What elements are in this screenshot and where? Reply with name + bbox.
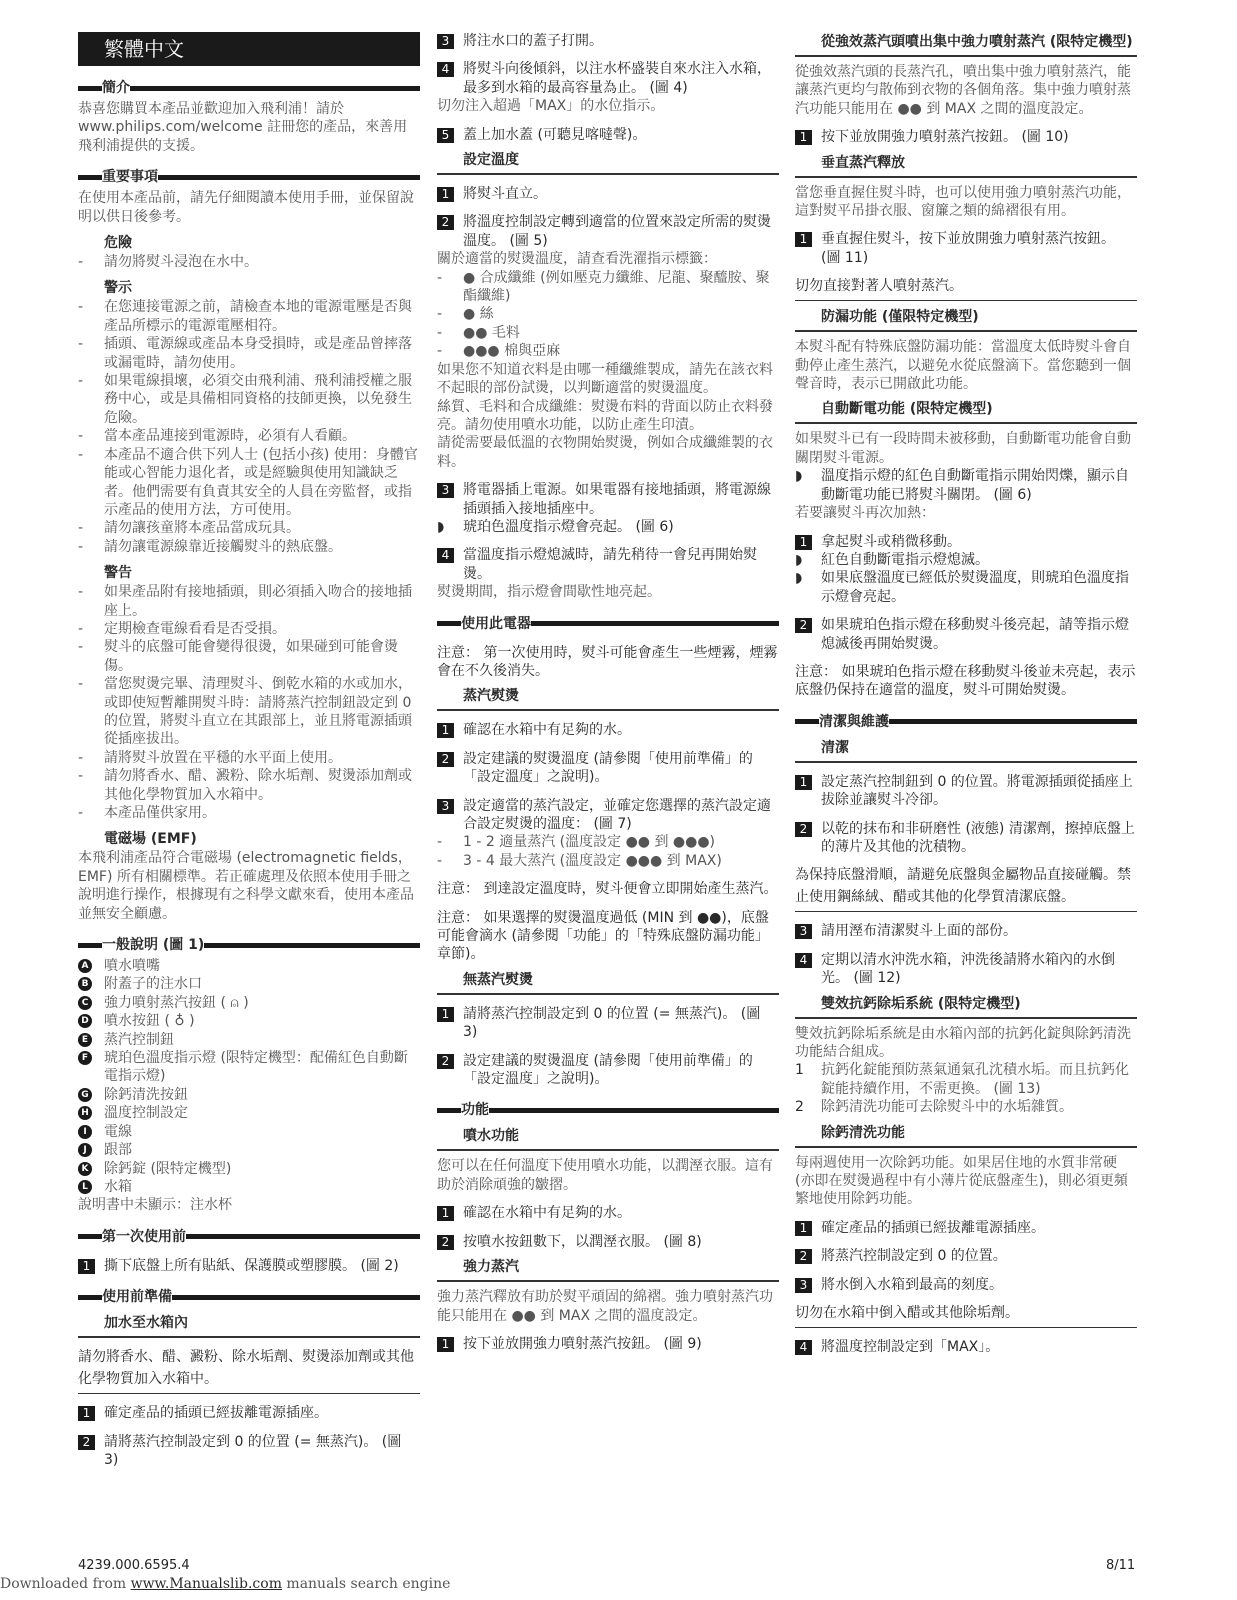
list-item: - 如果產品附有接地插頭，則必須插入吻合的接地插座上。 bbox=[78, 584, 412, 619]
list-item: - 請勿將熨斗浸泡在水中。 bbox=[78, 254, 258, 271]
paragraph: 請從需要最低溫的衣物開始熨燙，例如合成纖維製的衣料。 bbox=[437, 435, 773, 470]
list-item: - 請勿讓孩童將本產品當成玩具。 bbox=[78, 520, 300, 537]
list-item: - 請勿將香水、醋、澱粉、除水垢劑、熨燙添加劑或其他化學物質加入水箱中。 bbox=[78, 768, 412, 803]
paragraph: 從強效蒸汽頭的長蒸汽孔，噴出集中強力噴射蒸汽，能讓蒸汽更均勻散佈到衣物的各個角落。集中強力噴射蒸汽功能只能用在 ●● 到 MAX 之間的溫度設定。 bbox=[795, 64, 1131, 117]
list-item: E 蒸汽控制鈕 bbox=[78, 1031, 420, 1049]
list-item: - 插頭、電源線或產品本身受損時，或是產品曾摔落或漏電時，請勿使用。 bbox=[78, 336, 412, 371]
emf-heading: 電磁場 (EMF) bbox=[104, 831, 197, 848]
subsection-heading: 噴水功能 bbox=[437, 1126, 779, 1151]
step-item: 1 拿起熨斗或稍微移動。 bbox=[795, 533, 1137, 551]
note-text: 注意： 第一次使用時，熨斗可能會產生一些煙霧，煙霧會在不久後消失。 bbox=[437, 644, 778, 679]
bullet-item: ◗ 溫度指示燈的紅色自動斷電指示開始閃爍，顯示自動斷電功能已將熨斗關閉。 (圖 6) bbox=[795, 468, 1129, 503]
list-item: A 噴水噴嘴 bbox=[78, 957, 420, 975]
note-text: 熨燙期間，指示燈會間歇性地亮起。 bbox=[437, 584, 661, 601]
subsection-heading: 防漏功能 (僅限特定機型) bbox=[795, 307, 1137, 332]
step-item: 3 將電器插上電源。如果電器有接地插頭，將電源線插頭插入接地插座中。 bbox=[437, 481, 779, 518]
subsection-heading: 無蒸汽熨燙 bbox=[437, 970, 779, 995]
list-item: D 噴水按鈕 ( ♁ ) bbox=[78, 1012, 420, 1030]
subsection-heading: 雙效抗鈣除垢系統 (限特定機型) bbox=[795, 994, 1137, 1019]
list-item: - 定期檢查電線看看是否受損。 bbox=[78, 620, 286, 637]
list-item: - ●●● 棉與亞麻 bbox=[437, 343, 561, 360]
step-item: 1 按下並放開強力噴射蒸汽按鈕。 (圖 9) bbox=[437, 1335, 779, 1353]
step-item: 2 設定建議的熨燙溫度 (請參閱「使用前準備」的「設定溫度」之說明)。 bbox=[437, 1052, 779, 1089]
list-item: 2 除鈣清洗功能可去除熨斗中的水垢雜質。 bbox=[795, 1099, 1073, 1116]
list-item: - 當本產品連接到電源時，必須有人看顧。 bbox=[78, 428, 356, 445]
list-item: - 本產品不適合供下列人士 (包括小孩) 使用：身體官能或心智能力退化者，或是經驗與使用知識缺乏者。他們需要有負責其安全的人員在旁監督，或指示產品的使用方法，方可使用。 bbox=[78, 446, 418, 518]
step-item: 2 按噴水按鈕數下，以潤溼衣服。 (圖 8) bbox=[437, 1233, 779, 1251]
note-text: 注意： 如果琥珀色指示燈在移動熨斗後並未亮起，表示底盤仍保持在適當的溫度，熨斗可開始熨燙。 bbox=[795, 663, 1136, 699]
bullet-item: ◗ 琥珀色溫度指示燈會亮起。 (圖 6) bbox=[437, 518, 674, 535]
section-heading: 簡介 bbox=[78, 78, 420, 98]
subsection-heading: 清潔 bbox=[795, 738, 1137, 763]
list-item: - 本產品僅供家用。 bbox=[78, 805, 216, 821]
list-item: - 在您連接電源之前，請檢查本地的電源電壓是否與產品所標示的電源電壓相符。 bbox=[78, 299, 412, 334]
list-item: G 除鈣清洗按鈕 bbox=[78, 1086, 420, 1104]
list-item: F 琥珀色溫度指示燈 (限特定機型：配備紅色自動斷電指示燈) bbox=[78, 1049, 420, 1086]
subsection-heading: 設定溫度 bbox=[437, 150, 779, 175]
step-item: 1 撕下底盤上所有貼紙、保護膜或塑膠膜。 (圖 2) bbox=[78, 1257, 420, 1275]
list-item: L 水箱 bbox=[78, 1178, 420, 1196]
list-item: - ● 絲 bbox=[437, 306, 494, 323]
subsection-heading: 自動斷電功能 (限特定機型) bbox=[795, 399, 1137, 424]
list-item: - 請勿讓電源線靠近接觸熨斗的熱底盤。 bbox=[78, 538, 342, 555]
note-text: 注意： 到達設定溫度時，熨斗便會立即開始產生蒸汽。 bbox=[437, 881, 778, 898]
section-heading: 功能 bbox=[437, 1100, 779, 1120]
step-item: 3 將注水口的蓋子打開。 bbox=[437, 32, 779, 50]
paragraph: 強力蒸汽釋放有助於熨平頑固的綿褶。強力噴射蒸汽功能只能用在 ●● 到 MAX 之間的溫度設定。 bbox=[437, 1289, 773, 1324]
step-item: 3 將水倒入水箱到最高的刻度。 bbox=[795, 1276, 1137, 1294]
list-item: C 強力噴射蒸汽按鈕 ( ⍝ ) bbox=[78, 994, 420, 1012]
manualslib-link[interactable]: www.Manualslib.com bbox=[130, 1576, 282, 1592]
step-item: 3 請用溼布清潔熨斗上面的部份。 bbox=[795, 922, 1137, 940]
subsection-heading: 蒸汽熨燙 bbox=[437, 686, 779, 711]
list-item: - 3 - 4 最大蒸汽 (溫度設定 ●●● 到 MAX) bbox=[437, 852, 722, 869]
subsection-heading: 垂直蒸汽釋放 bbox=[795, 153, 1137, 178]
danger-heading: 危險 bbox=[104, 235, 132, 252]
step-item: 2 將蒸汽控制設定到 0 的位置。 bbox=[795, 1247, 1137, 1265]
list-item: K 除鈣錠 (限特定機型) bbox=[78, 1160, 420, 1178]
column-1 bbox=[78, 32, 420, 1469]
step-item: 2 如果琥珀色指示燈在移動熨斗後亮起，請等指示燈熄滅後再開始熨燙。 bbox=[795, 616, 1137, 653]
list-item: - ● 合成纖維 (例如壓克力纖維、尼龍、聚醯胺、聚酯纖維) bbox=[437, 269, 770, 305]
step-item: 2 設定建議的熨燙溫度 (請參閱「使用前準備」的「設定溫度」之說明)。 bbox=[437, 750, 779, 787]
list-item: - 1 - 2 適量蒸汽 (溫度設定 ●● 到 ●●●) bbox=[437, 834, 716, 851]
bullet-item: ◗ 紅色自動斷電指示燈熄滅。 bbox=[795, 551, 989, 568]
list-item: H 溫度控制設定 bbox=[78, 1104, 420, 1122]
note-text: 注意： 如果選擇的熨燙溫度過低 (MIN 到 ●●)，底盤可能會滴水 (請參閱「功能」的「特殊底盤防漏功能」章節)。 bbox=[437, 909, 769, 963]
list-item: 1 抗鈣化錠能預防蒸氣通氣孔沈積水垢。而且抗鈣化錠能持續作用，不需更換。 (圖 13) bbox=[795, 1062, 1129, 1097]
section-heading: 清潔與維護 bbox=[795, 712, 1137, 732]
section-heading: 重要事項 bbox=[78, 167, 420, 187]
step-item: 3 設定適當的蒸汽設定，並確定您選擇的蒸汽設定適合設定熨燙的溫度： (圖 7) bbox=[437, 797, 779, 834]
paragraph: 您可以在任何溫度下使用噴水功能，以潤溼衣服。這有助於消除頑強的皺摺。 bbox=[437, 1158, 773, 1193]
step-item: 5 蓋上加水蓋 (可聽見喀噠聲)。 bbox=[437, 126, 779, 144]
step-item: 4 將溫度控制設定到「MAX」。 bbox=[795, 1338, 1137, 1356]
paragraph: 每兩週使用一次除鈣功能。如果居住地的水質非常硬 (亦即在熨燙過程中有小薄片從底盤產生)，則必須更頻繁地使用除鈣功能。 bbox=[795, 1154, 1128, 1208]
list-item: - 請將熨斗放置在平穩的水平面上使用。 bbox=[78, 749, 342, 766]
column-2 bbox=[437, 32, 779, 1353]
paragraph: 若要讓熨斗再次加熱： bbox=[795, 505, 935, 522]
list-item: - 如果電線損壞，必須交由飛利浦、飛利浦授權之服務中心，或是具備相同資格的技師更換，以免發生危險。 bbox=[78, 373, 412, 426]
parts-list bbox=[78, 957, 420, 1196]
step-item: 1 垂直握住熨斗，按下並放開強力噴射蒸汽按鈕。 (圖 11) bbox=[795, 230, 1137, 267]
language-title: 繁體中文 bbox=[78, 32, 420, 66]
warning-box: 為保持底盤滑順，請避免底盤與金屬物品直接碰觸。禁止使用鋼絲絨、醋或其他的化學質清潔底盤。 bbox=[795, 864, 1137, 912]
download-credit: Downloaded from www.Manualslib.com manuals search engine bbox=[0, 1576, 451, 1592]
section-heading: 使用此電器 bbox=[437, 614, 779, 634]
section-heading: 第一次使用前 bbox=[78, 1227, 420, 1247]
parts-note: 說明書中未顯示：注水杯 bbox=[78, 1197, 232, 1214]
list-item: B 附蓋子的注水口 bbox=[78, 975, 420, 993]
paragraph: 如果熨斗已有一段時間未被移動，自動斷電功能會自動關閉熨斗電源。 bbox=[795, 431, 1131, 466]
list-item: J 跟部 bbox=[78, 1141, 420, 1159]
section-heading: 一般說明 (圖 1) bbox=[78, 935, 420, 955]
paragraph: 如果您不知道衣料是由哪一種纖維製成，請先在該衣料不起眼的部份試燙，以判斷適當的熨燙溫度。 bbox=[437, 361, 773, 397]
step-item: 2 請將蒸汽控制設定到 0 的位置 (= 無蒸汽)。 (圖 3) bbox=[78, 1433, 420, 1470]
list-item: - ●● 毛料 bbox=[437, 324, 520, 341]
section-heading: 使用前準備 bbox=[78, 1287, 420, 1307]
step-item: 1 確認在水箱中有足夠的水。 bbox=[437, 1204, 779, 1222]
subsection-heading: 加水至水箱內 bbox=[78, 1313, 420, 1338]
list-item: - 當您熨燙完畢、清理熨斗、倒乾水箱的水或加水，或即使短暫離開熨斗時：請將蒸汽控制鈕設定到 0 的位置，將熨斗直立在其跟部上，並且將電源插頭從插座拔出。 bbox=[78, 676, 412, 748]
subsection-heading: 強力蒸汽 bbox=[437, 1257, 779, 1282]
warning-box: 切勿在水箱中倒入醋或其他除垢劑。 bbox=[795, 1302, 1137, 1328]
step-item: 4 定期以清水沖洗水箱，沖洗後請將水箱內的水倒光。 (圖 12) bbox=[795, 951, 1137, 988]
important-text: 在使用本產品前，請先仔細閱讀本使用手冊，並保留說明以供日後參考。 bbox=[78, 190, 414, 225]
step-item: 1 確定產品的插頭已經拔離電源插座。 bbox=[795, 1219, 1137, 1237]
step-item: 1 將熨斗直立。 bbox=[437, 185, 779, 203]
paragraph: 絲質、毛料和合成纖維：熨燙布料的背面以防止衣料發亮。請勿使用噴水功能，以防止產生印漬。 bbox=[437, 398, 773, 433]
warning-heading: 警示 bbox=[104, 280, 132, 297]
step-item: 4 將熨斗向後傾斜，以注水杯盛裝自來水注入水箱，最多到水箱的最高容量為止。 (圖 4) bbox=[437, 60, 779, 97]
page-number: 8/11 bbox=[1106, 1558, 1136, 1573]
note-text: 切勿注入超過「MAX」的水位指示。 bbox=[437, 98, 665, 115]
subsection-heading: 除鈣清洗功能 bbox=[795, 1123, 1137, 1148]
list-item: - 熨斗的底盤可能會變得很燙，如果碰到可能會燙傷。 bbox=[78, 639, 398, 674]
paragraph: 當您垂直握住熨斗時，也可以使用強力噴射蒸汽功能，這對熨平吊掛衣服、窗簾之類的綿褶很有用。 bbox=[795, 184, 1131, 220]
bullet-item: ◗ 如果底盤溫度已經低於熨燙溫度，則琥珀色溫度指示燈會亮起。 bbox=[795, 570, 1129, 605]
step-item: 2 以乾的抹布和非研磨性 (液態) 清潔劑，擦掉底盤上的薄片及其他的沈積物。 bbox=[795, 820, 1137, 857]
subsection-heading: 從強效蒸汽頭噴出集中強力噴射蒸汽 (限特定機型) bbox=[795, 32, 1137, 57]
intro-text: 恭喜您購買本產品並歡迎加入飛利浦！請於 www.philips.com/welcome 註冊您的產品，來善用飛利浦提供的支援。 bbox=[78, 101, 408, 154]
step-item: 1 確認在水箱中有足夠的水。 bbox=[437, 721, 779, 739]
note-text: 關於適當的熨燙溫度，請查看洗濯指示標籤： bbox=[437, 251, 717, 268]
warning-box: 切勿直接對著人噴射蒸汽。 bbox=[795, 275, 1137, 301]
step-item: 4 當溫度指示燈熄滅時，請先稍待一會兒再開始熨燙。 bbox=[437, 546, 779, 583]
step-item: 1 按下並放開強力噴射蒸汽按鈕。 (圖 10) bbox=[795, 128, 1137, 146]
caution-heading: 警告 bbox=[104, 565, 132, 582]
list-item: I 電線 bbox=[78, 1123, 420, 1141]
step-item: 1 確定產品的插頭已經拔離電源插座。 bbox=[78, 1404, 420, 1422]
step-item: 1 設定蒸汽控制鈕到 0 的位置。將電源插頭從插座上拔除並讓熨斗冷卻。 bbox=[795, 773, 1137, 810]
emf-text: 本飛利浦產品符合電磁場 (electromagnetic fields，EMF) 所有相關標準。若正確處理及依照本使用手冊之說明進行操作，根據現有之科學文獻來看，使用本產品並無安全顧慮。 bbox=[78, 850, 414, 922]
warning-box: 請勿將香水、醋、澱粉、除水垢劑、熨燙添加劑或其他化學物質加入水箱中。 bbox=[78, 1346, 420, 1394]
document-code: 4239.000.6595.4 bbox=[78, 1558, 190, 1573]
paragraph: 本熨斗配有特殊底盤防漏功能：當溫度太低時熨斗會自動停止產生蒸汽，以避免水從底盤滴下。當您聽到一個聲音時，表示已開啟此功能。 bbox=[795, 339, 1131, 393]
paragraph: 雙效抗鈣除垢系統是由水箱內部的抗鈣化錠與除鈣清洗功能結合組成。 bbox=[795, 1025, 1131, 1060]
step-item: 1 請將蒸汽控制設定到 0 的位置 (= 無蒸汽)。 (圖 3) bbox=[437, 1005, 779, 1042]
column-3 bbox=[795, 32, 1137, 1356]
step-item: 2 將溫度控制設定轉到適當的位置來設定所需的熨燙溫度。 (圖 5) bbox=[437, 213, 779, 250]
